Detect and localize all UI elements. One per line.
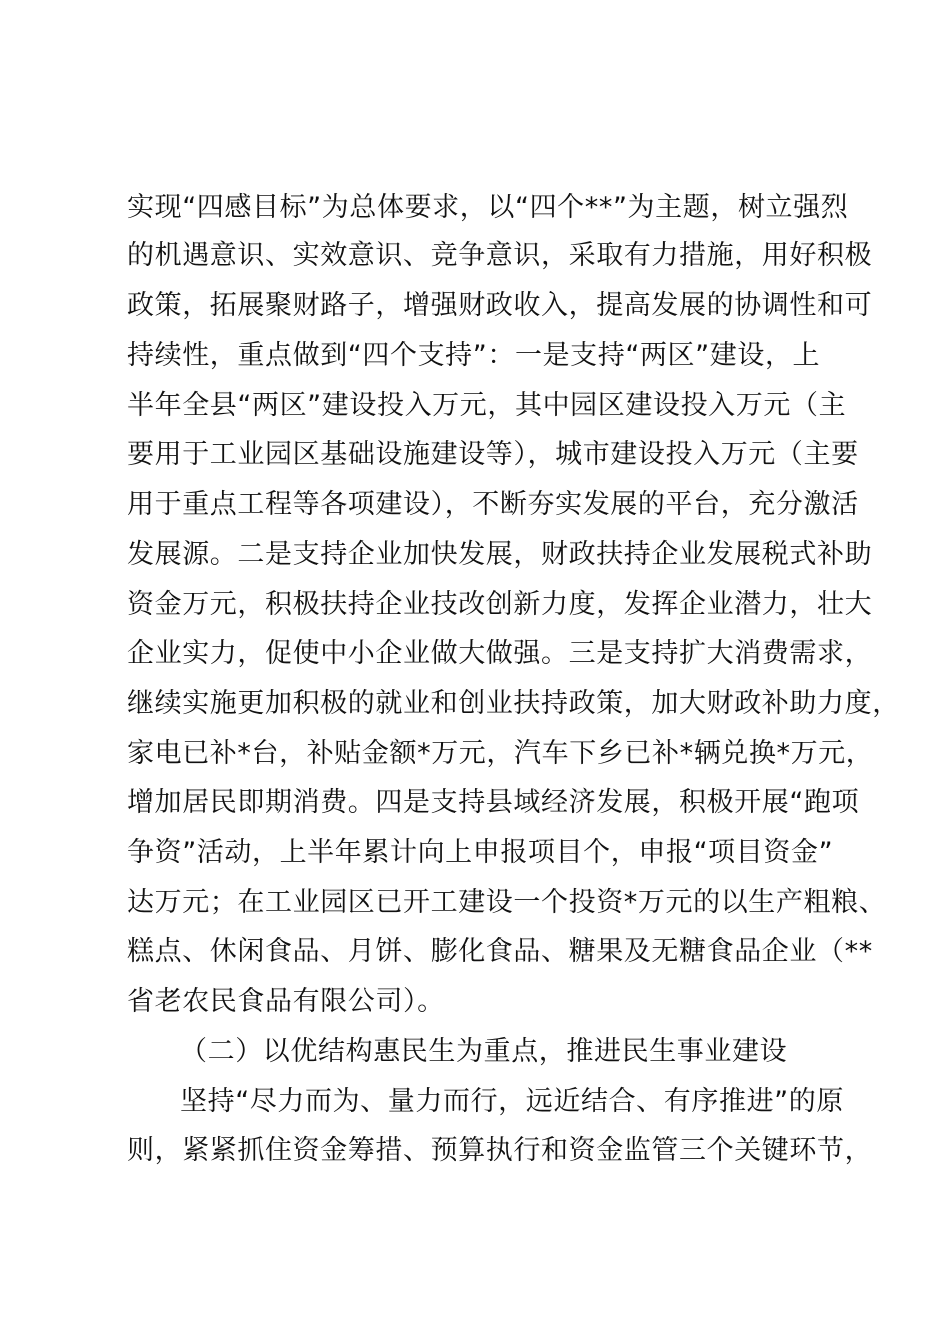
paragraph-line: 政策，拓展聚财路子，增强财政收入，提高发展的协调性和可 [127, 290, 873, 321]
paragraph-line: 的机遇意识、实效意识、竞争意识，采取有力措施，用好积极 [127, 240, 873, 271]
paragraph-line: 实现“四感目标”为总体要求，以“四个**”为主题，树立强烈 [127, 192, 849, 223]
paragraph-line: 糕点、休闲食品、月饼、膨化食品、糖果及无糖食品企业（** [127, 936, 873, 967]
paragraph-line: 发展源。二是支持企业加快发展，财政扶持企业发展税式补助 [127, 539, 873, 570]
paragraph-line: 达万元；在工业园区已开工建设一个投资*万元的以生产粗粮、 [127, 887, 887, 918]
paragraph-line: 用于重点工程等各项建设），不断夯实发展的平台，充分激活 [127, 489, 859, 520]
paragraph-line: 企业实力，促使中小企业做大做强。三是支持扩大消费需求， [127, 638, 873, 669]
paragraph-line: 要用于工业园区基础设施建设等），城市建设投入万元（主要 [127, 439, 859, 470]
paragraph-line: 争资”活动，上半年累计向上申报项目个，申报“项目资金” [127, 837, 834, 868]
paragraph-line: 省老农民食品有限公司）。 [127, 986, 445, 1017]
section-heading: （二）以优结构惠民生为重点，推进民生事业建设 [180, 1036, 788, 1067]
paragraph-line: 坚持“尽力而为、量力而行，远近结合、有序推进”的原 [180, 1086, 844, 1117]
paragraph-line: 增加居民即期消费。四是支持县域经济发展，积极开展“跑项 [127, 787, 860, 818]
paragraph-line: 持续性，重点做到“四个支持”：一是支持“两区”建设，上 [127, 340, 821, 371]
paragraph-line: 家电已补*台，补贴金额*万元，汽车下乡已补*辆兑换*万元， [127, 738, 874, 769]
paragraph-line: 则，紧紧抓住资金筹措、预算执行和资金监管三个关键环节， [127, 1135, 873, 1166]
paragraph-line: 继续实施更加积极的就业和创业扶持政策，加大财政补助力度， [127, 688, 900, 719]
paragraph-line: 资金万元，积极扶持企业技改创新力度，发挥企业潜力，壮大 [127, 589, 873, 620]
paragraph-line: 半年全县“两区”建设投入万元，其中园区建设投入万元（主 [127, 390, 847, 421]
